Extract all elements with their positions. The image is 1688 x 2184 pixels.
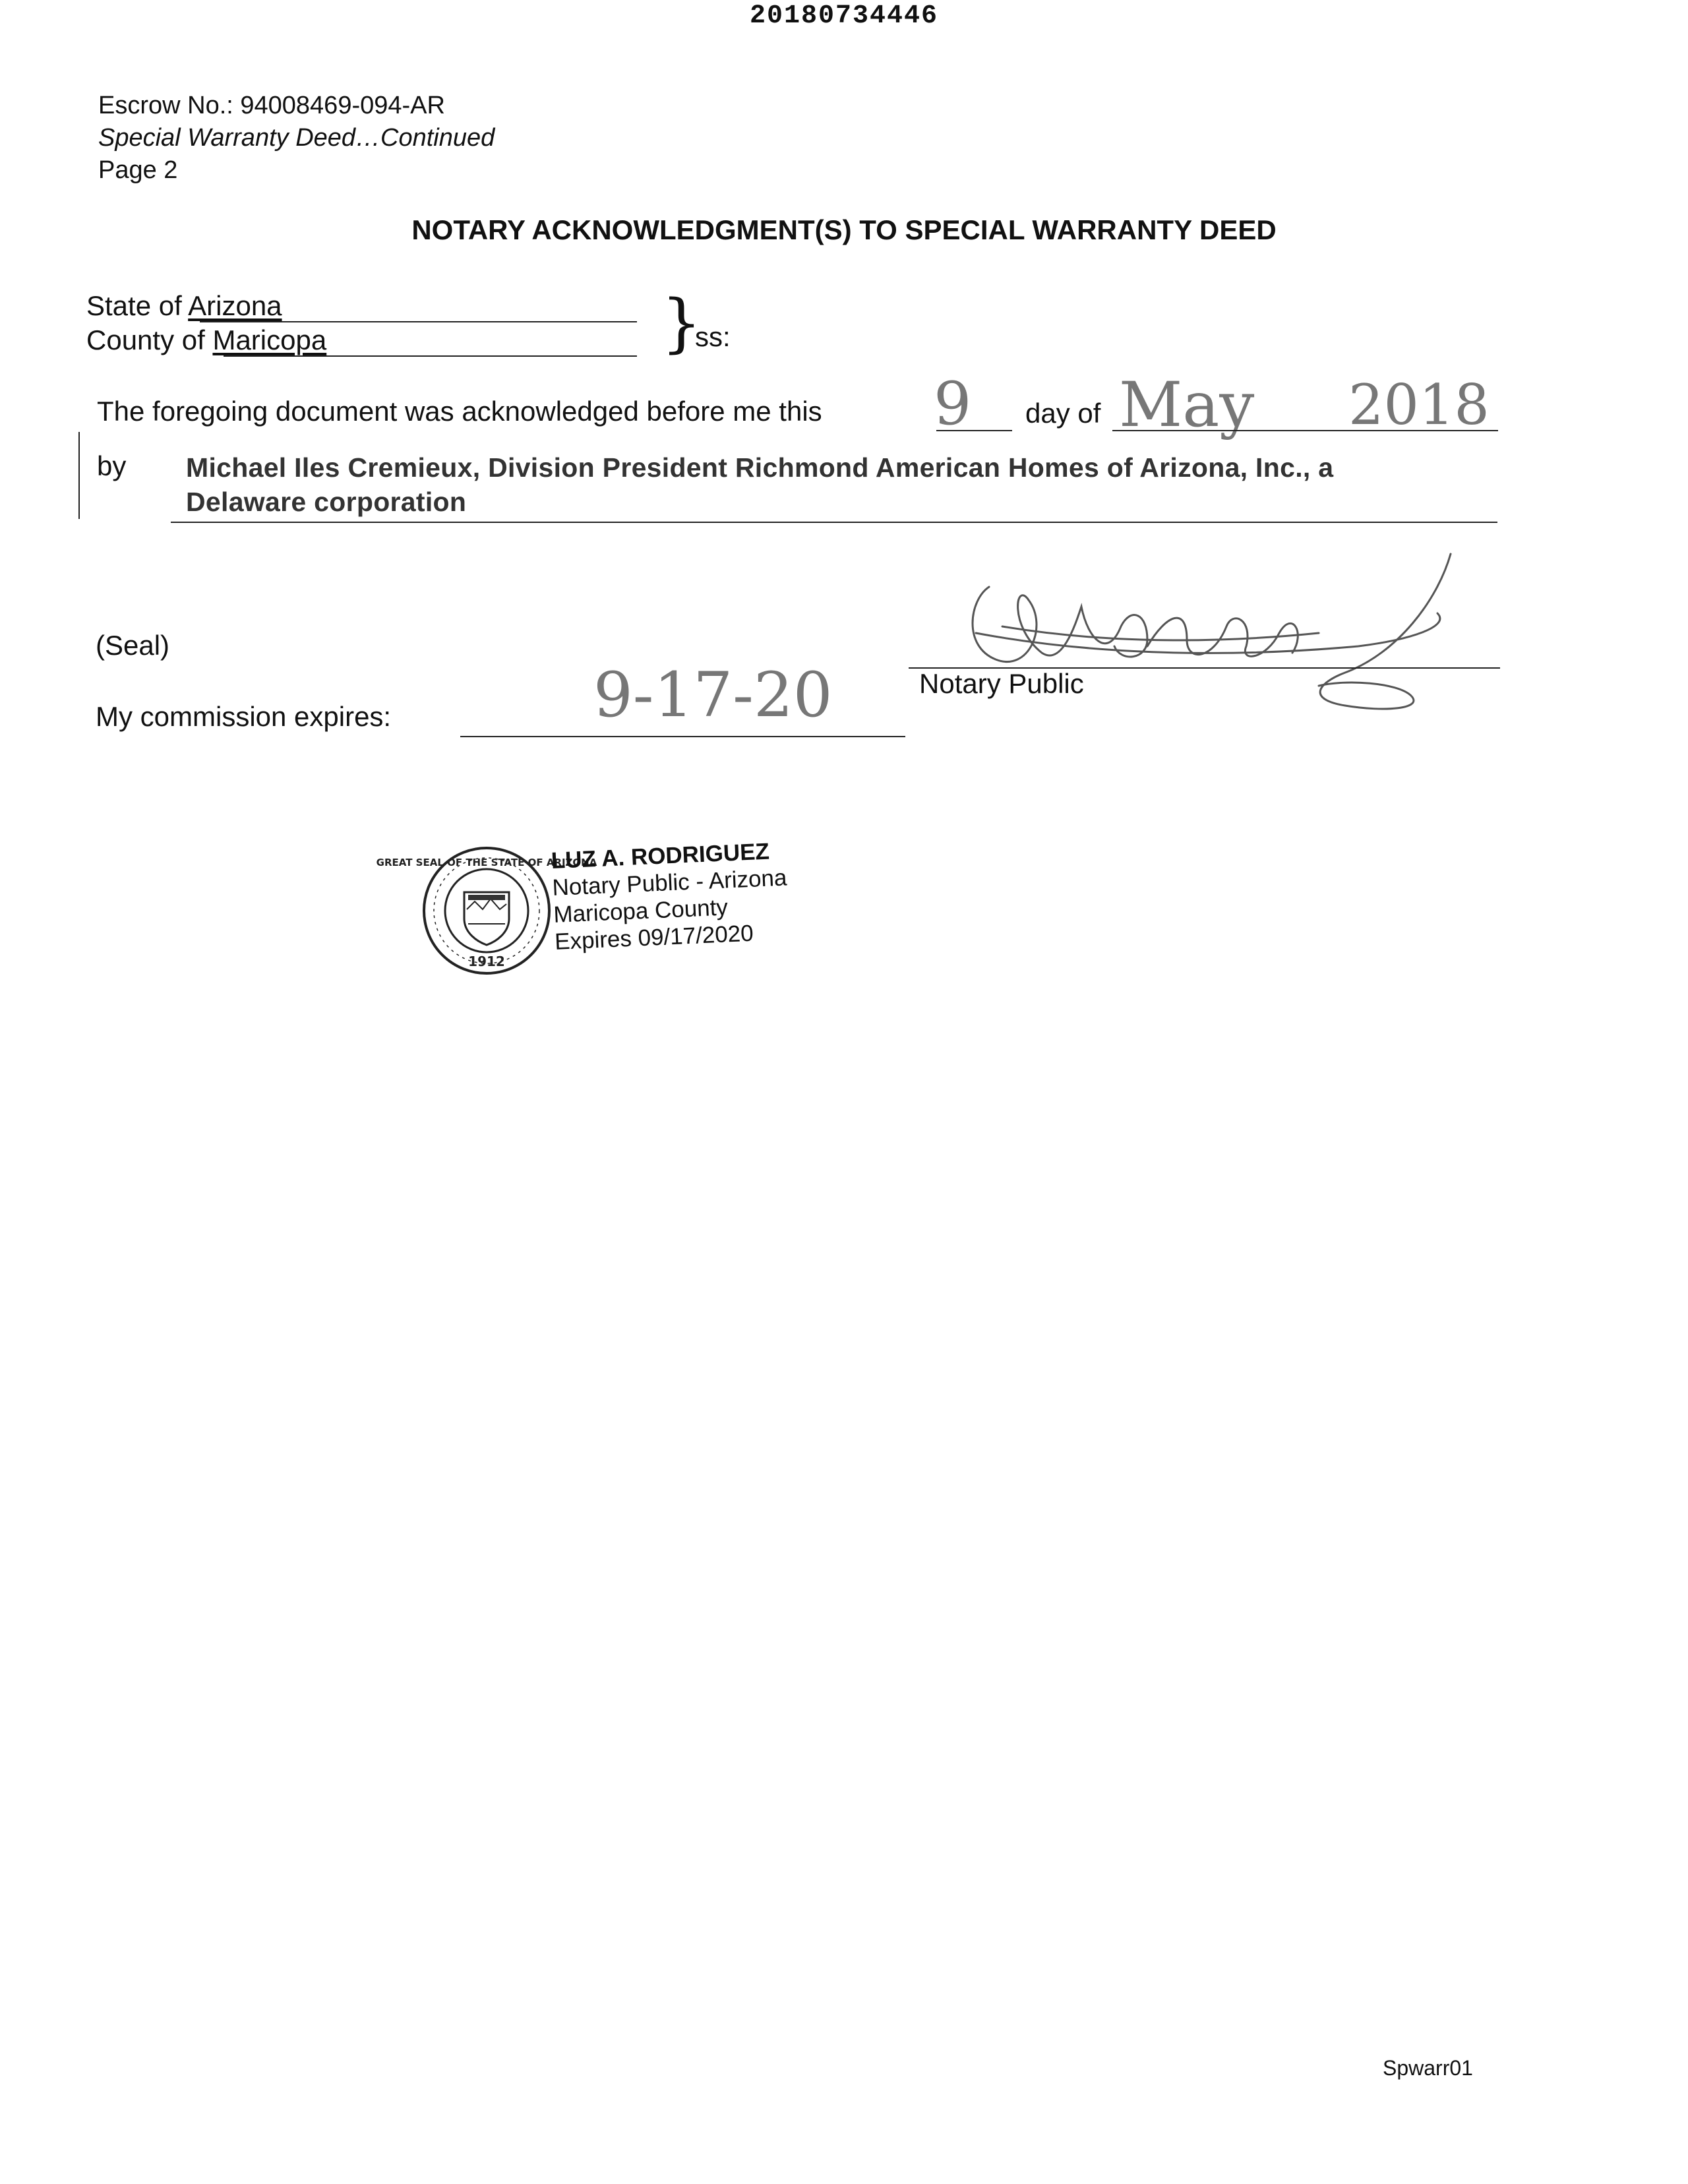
page-number: Page 2: [98, 156, 178, 184]
county-label: County of: [86, 324, 205, 355]
continued-label: Special Warranty Deed…Continued: [98, 124, 495, 152]
venue-brace: }: [661, 286, 702, 360]
acknowledgment-text: The foregoing document was acknowledged before me this: [97, 396, 822, 427]
notary-county: Maricopa County: [553, 894, 729, 928]
notary-expiry: Expires 09/17/2020: [554, 920, 754, 955]
handwritten-commission-date: 9-17-20: [593, 659, 833, 731]
handwritten-year: 2018: [1348, 373, 1490, 437]
handwritten-month: May: [1119, 369, 1255, 441]
handwritten-day: 9: [934, 369, 972, 439]
date-underline: [1112, 430, 1498, 431]
seal-year: 1912: [468, 954, 505, 969]
county-underline: [224, 355, 637, 357]
by-label: by: [97, 450, 127, 481]
state-label: State of: [86, 290, 182, 321]
page-title: NOTARY ACKNOWLEDGMENT(S) TO SPECIAL WARRANTY DEED: [411, 214, 1277, 245]
day-underline: [936, 430, 1012, 431]
state-underline: [200, 321, 637, 322]
seal-label: (Seal): [96, 630, 170, 661]
state-seal-icon: [376, 846, 597, 975]
header-block: [98, 90, 495, 187]
ss-label: ss:: [695, 321, 731, 352]
seal-ring-text: GREAT SEAL OF THE STATE OF ARIZONA: [376, 857, 597, 868]
state-value: Arizona: [188, 290, 282, 321]
signer-line-2: Delaware corporation: [186, 487, 467, 517]
notary-name: LUZ A. RODRIGUEZ: [551, 838, 770, 874]
commission-underline: [460, 736, 905, 737]
footer-form-code: Spwarr01: [1383, 2056, 1473, 2080]
signer-line-1: Michael Iles Cremieux, Division President Richmond American Homes of Arizona, Inc., a: [186, 452, 1334, 483]
county-value: Maricopa: [212, 324, 327, 355]
escrow-number: Escrow No.: 94008469-094-AR: [98, 92, 445, 119]
commission-label: My commission expires:: [96, 701, 392, 732]
margin-bar: [78, 432, 80, 519]
notary-public-label: Notary Public: [919, 668, 1084, 699]
document-number: 20180734446: [749, 1, 939, 31]
signer-name: [186, 450, 1333, 519]
by-underline: [171, 522, 1497, 523]
day-of-label: day of: [1025, 398, 1101, 429]
notary-title: Notary Public - Arizona: [551, 864, 788, 901]
county-row: [86, 324, 326, 356]
state-row: [86, 290, 282, 322]
notary-stamp-text: [551, 837, 790, 955]
